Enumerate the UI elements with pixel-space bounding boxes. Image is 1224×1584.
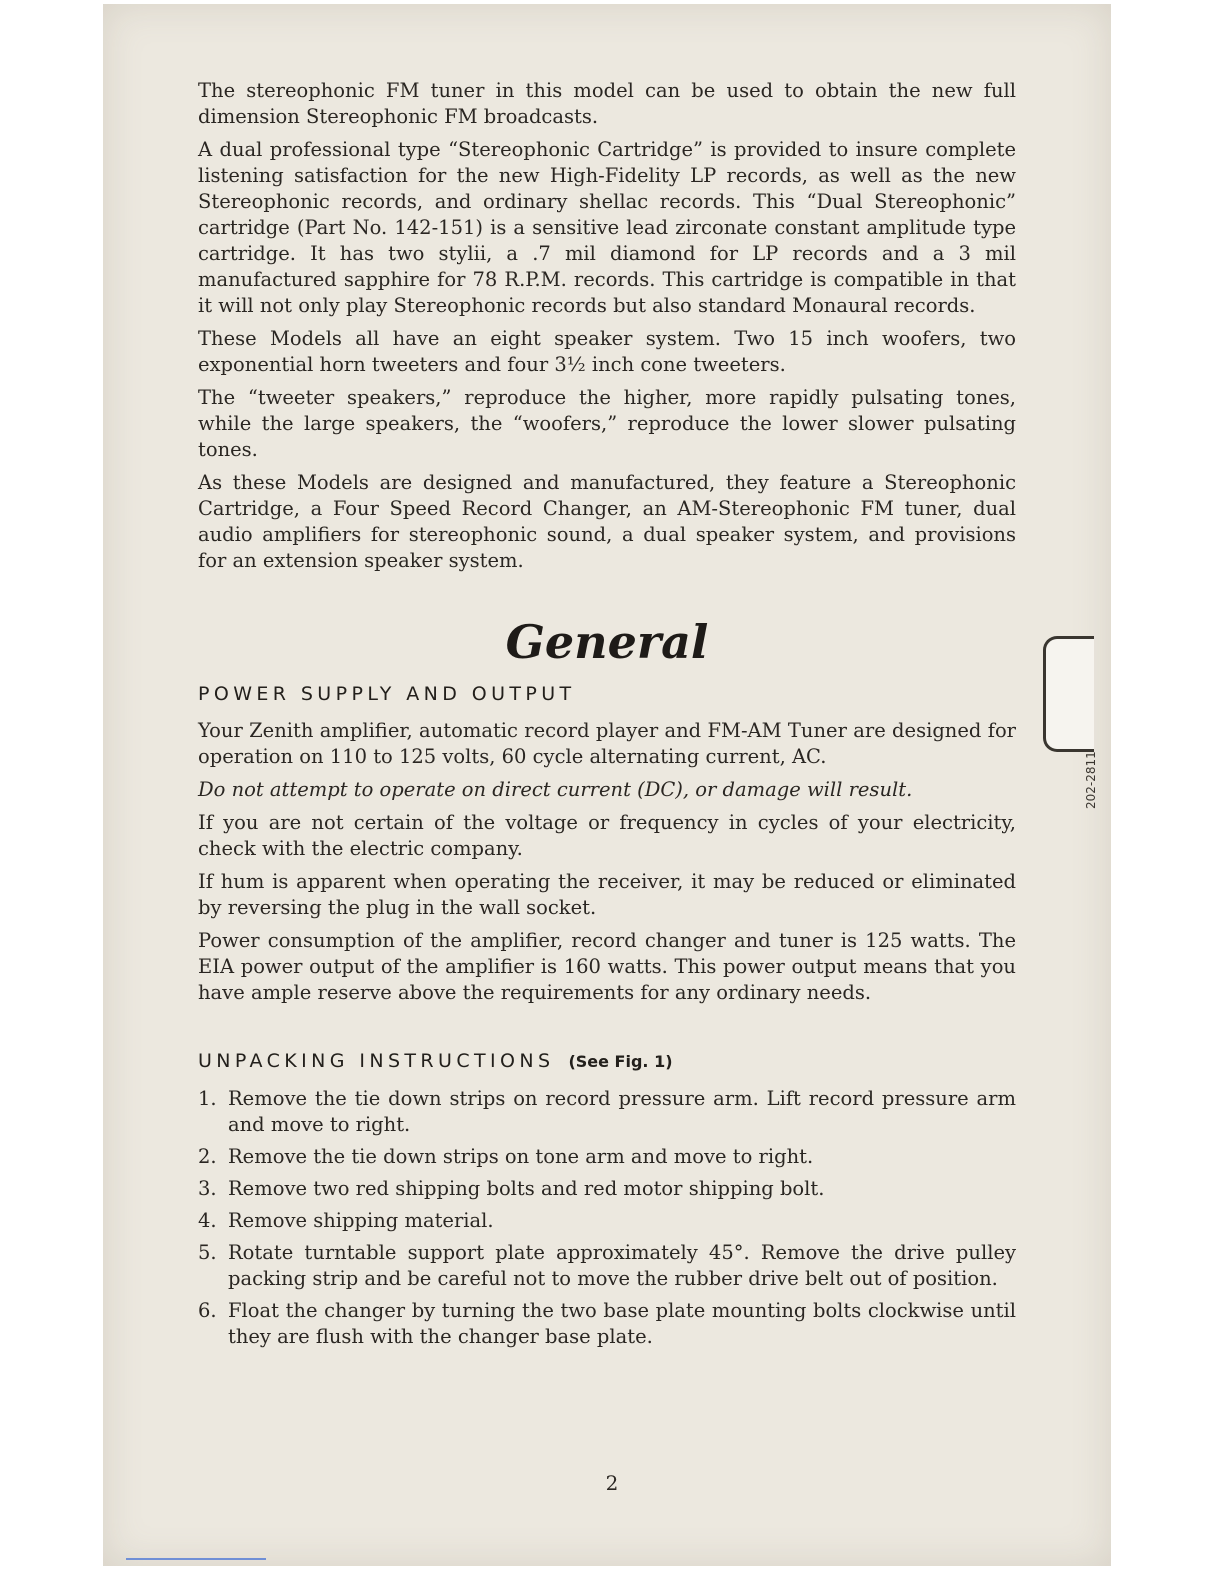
intro-paragraph-4: The “tweeter speakers,” reproduce the higher, more rapidly pulsating tones, while the large speakers, the “woofers,” reproduce the lower slower pulsating tones. <box>198 386 1016 461</box>
unpacking-heading <box>198 1049 1016 1074</box>
intro-paragraph-3: These Models all have an eight speaker system. Two 15 inch woofers, two exponential horn tweeters and four 3½ inch cone tweeters. <box>198 327 1016 376</box>
page-number: 2 <box>605 1471 619 1495</box>
power-supply-heading <box>198 682 1016 706</box>
section-spacer <box>198 1013 1016 1039</box>
intro-paragraph-2: A dual professional type “Stereophonic Cartridge” is provided to insure complete listening satisfaction for the new High-Fidelity LP records, as well as the new Stereophonic records, and ordinary shellac records. This “Dual Stereophonic” cartridge (Part No. 142-151) is a sensitive lead zirconate constant amplitude type cartridge. It has two stylii, a .7 mil diamond for LP records and a 3 mil manufactured sapphire for 78 R.P.M. records. This cartridge is compatible in that it will not only play Stereophonic records but also standard Monaural records. <box>198 138 1016 317</box>
step-number: 6. <box>198 1299 217 1322</box>
power-paragraph-1: Your Zenith amplifier, automatic record player and FM-AM Tuner are designed for operation on 110 to 125 volts, 60 cycle alternating current, AC. <box>198 719 1016 768</box>
list-item <box>198 1144 1016 1170</box>
figure-reference: (See Fig. 1) <box>568 1052 673 1071</box>
unpacking-steps <box>198 1086 1016 1350</box>
step-text: Float the changer by turning the two base plate mounting bolts clockwise until they are flush with the changer base plate. <box>228 1299 1016 1348</box>
step-number: 5. <box>198 1241 217 1264</box>
unpacking-heading-text: UNPACKING INSTRUCTIONS <box>198 1050 555 1072</box>
step-number: 3. <box>198 1177 217 1200</box>
intro-paragraph-5: As these Models are designed and manufactured, they feature a Stereophonic Cartridge, a Four Speed Record Changer, an AM-Stereophonic FM tuner, dual audio amplifiers for stereophonic sound, a dual speaker system, and provisions for an extension speaker system. <box>198 471 1016 572</box>
dc-warning: Do not attempt to operate on direct current (DC), or damage will result. <box>198 778 913 801</box>
step-text: Remove the tie down strips on record pressure arm. Lift record pressure arm and move to right. <box>228 1087 1016 1136</box>
page-content <box>198 78 1016 1356</box>
list-item <box>198 1208 1016 1234</box>
step-number: 4. <box>198 1209 217 1232</box>
step-text: Rotate turntable support plate approximately 45°. Remove the drive pulley packing strip and be careful not to move the rubber drive belt out of position. <box>228 1241 1016 1290</box>
step-number: 2. <box>198 1145 217 1168</box>
list-item <box>198 1176 1016 1202</box>
power-supply-heading-text: POWER SUPPLY AND OUTPUT <box>198 683 576 705</box>
intro-section <box>198 78 1016 574</box>
power-supply-section <box>198 682 1016 1006</box>
intro-paragraph-1: The stereophonic FM tuner in this model can be used to obtain the new full dimension Stereophonic FM broadcasts. <box>198 79 1016 128</box>
power-paragraph-2: If you are not certain of the voltage or frequency in cycles of your electricity, check with the electric company. <box>198 811 1016 860</box>
document-code: 202-2811 <box>1084 751 1098 809</box>
unpacking-section <box>198 1049 1016 1350</box>
step-text: Remove two red shipping bolts and red motor shipping bolt. <box>228 1177 825 1200</box>
step-text: Remove shipping material. <box>228 1209 494 1232</box>
bottom-link-underline <box>126 1558 266 1560</box>
binder-tab <box>1043 636 1094 752</box>
list-item <box>198 1086 1016 1138</box>
step-number: 1. <box>198 1087 217 1110</box>
list-item <box>198 1240 1016 1292</box>
power-paragraph-3: If hum is apparent when operating the receiver, it may be reduced or eliminated by reversing the plug in the wall socket. <box>198 870 1016 919</box>
power-paragraph-4: Power consumption of the amplifier, record changer and tuner is 125 watts. The EIA power output of the amplifier is 160 watts. This power output means that you have ample reserve above the requirements for any ordinary needs. <box>198 929 1016 1004</box>
step-text: Remove the tie down strips on tone arm and move to right. <box>228 1145 814 1168</box>
list-item <box>198 1298 1016 1350</box>
general-heading: General <box>505 615 709 669</box>
